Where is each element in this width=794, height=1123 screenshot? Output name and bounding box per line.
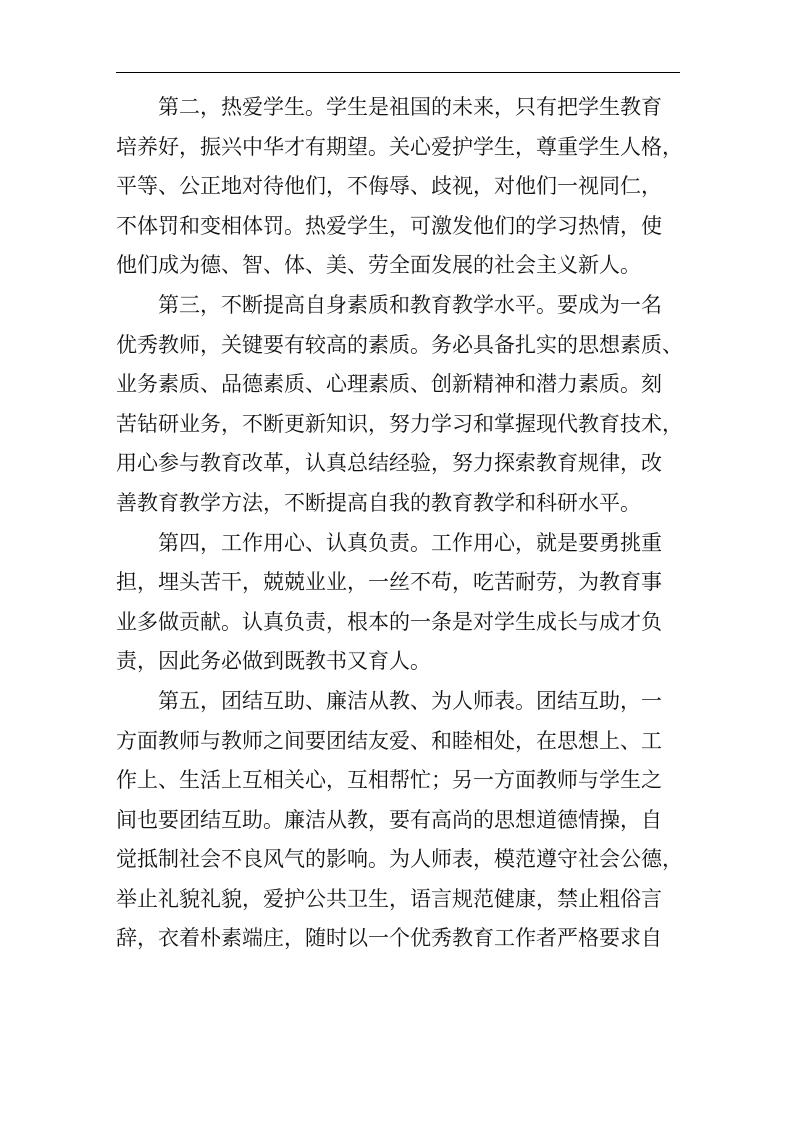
paragraph-improve-quality-line-3: 业务素质、品德素质、心理素质、创新精神和潜力素质。刻 (116, 372, 662, 397)
paragraph-improve-quality-line-6: 善教育教学方法，不断提高自我的教育教学和科研水平。 (116, 490, 641, 515)
paragraph-love-students-line-5: 他们成为德、智、体、美、劳全面发展的社会主义新人。 (116, 253, 641, 278)
paragraph-love-students-line-3: 平等、公正地对待他们，不侮辱、歧视，对他们一视同仁， (116, 174, 662, 199)
paragraph-love-students-line-1: 第二，热爱学生。学生是祖国的未来，只有把学生教育 (158, 95, 662, 119)
paragraph-diligent-work-line-1: 第四，工作用心、认真负责。工作用心，就是要勇挑重 (158, 530, 662, 555)
paragraph-diligent-work-line-2: 担，埋头苦干，兢兢业业，一丝不苟，吃苦耐劳，为教育事 (116, 570, 662, 595)
paragraph-unity-integrity-line-3: 作上、生活上互相关心，互相帮忙；另一方面教师与学生之 (116, 768, 662, 793)
paragraph-improve-quality-line-5: 用心参与教育改革，认真总结经验，努力探索教育规律，改 (116, 451, 662, 476)
paragraph-unity-integrity-line-1: 第五，团结互助、廉洁从教、为人师表。团结互助，一 (158, 688, 662, 713)
paragraph-unity-integrity-line-4: 间也要团结互助。廉洁从教，要有高尚的思想道德情操，自 (116, 807, 662, 832)
paragraph-unity-integrity-line-2: 方面教师与教师之间要团结友爱、和睦相处，在思想上、工 (116, 728, 662, 753)
paragraph-unity-integrity-line-6: 举止礼貌礼貌，爱护公共卫生，语言规范健康，禁止粗俗言 (116, 886, 662, 911)
header-rule (116, 72, 680, 73)
document-body (116, 88, 686, 959)
paragraph-diligent-work-line-3: 业多做贡献。认真负责，根本的一条是对学生成长与成才负 (116, 609, 662, 634)
paragraph-improve-quality-line-1: 第三，不断提高自身素质和教育教学水平。要成为一名 (158, 292, 662, 317)
paragraph-love-students-line-2: 培养好，振兴中华才有期望。关心爱护学生，尊重学生人格， (116, 134, 683, 159)
paragraph-love-students-line-4: 不体罚和变相体罚。热爱学生，可激发他们的学习热情，使 (116, 213, 662, 238)
paragraph-unity-integrity-line-7: 辞，衣着朴素端庄，随时以一个优秀教育工作者严格要求自 (116, 926, 662, 951)
paragraph-improve-quality-line-4: 苦钻研业务，不断更新知识，努力学习和掌握现代教育技术， (116, 411, 683, 436)
paragraph-improve-quality-line-2: 优秀教师，关键要有较高的素质。务必具备扎实的思想素质、 (116, 332, 683, 357)
paragraph-unity-integrity-line-5: 觉抵制社会不良风气的影响。为人师表，模范遵守社会公德， (116, 847, 683, 872)
paragraph-diligent-work-line-4: 责，因此务必做到既教书又育人。 (116, 649, 431, 674)
